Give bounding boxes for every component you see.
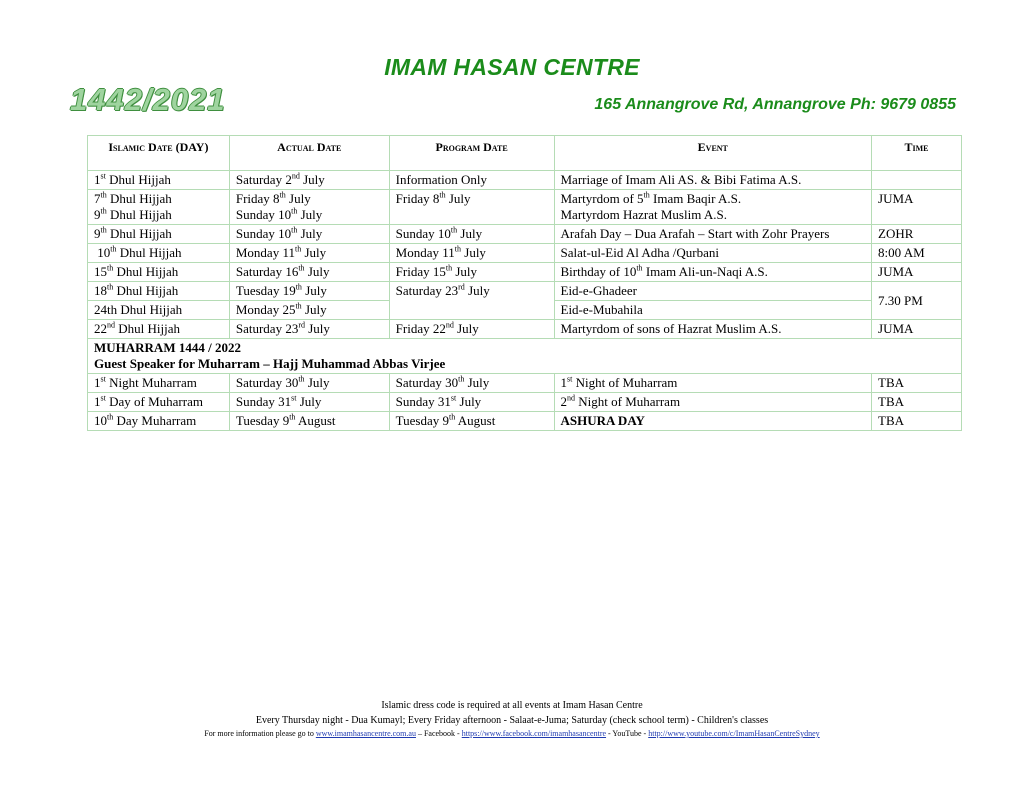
table-row	[88, 320, 962, 339]
actual-date-cell: Saturday 2nd July	[229, 171, 389, 190]
program-date-cell: Friday 22nd July	[389, 320, 554, 339]
actual-date-cell: Sunday 10th July	[229, 225, 389, 244]
muharram-section-header	[88, 339, 962, 374]
actual-date-cell: Saturday 30th July	[229, 374, 389, 393]
actual-date-cell: Friday 8th July Sunday 10th July	[229, 190, 389, 225]
program-date-cell: Friday 8th July	[389, 190, 554, 225]
website-link[interactable]: www.imamhasancentre.com.au	[315, 729, 416, 738]
program-date-cell: Saturday 30th July	[389, 374, 554, 393]
actual-date-cell: Saturday 23rd July	[229, 320, 389, 339]
islamic-date-cell: 22nd Dhul Hijjah	[88, 320, 230, 339]
header-actual-date: Actual Date	[229, 136, 389, 171]
islamic-date-cell: 7th Dhul Hijjah 9th Dhul Hijjah	[88, 190, 230, 225]
actual-date-cell: Saturday 16th July	[229, 263, 389, 282]
table-row	[88, 244, 962, 263]
event-cell: Salat-ul-Eid Al Adha /Qurbani	[554, 244, 872, 263]
time-cell: 7.30 PM	[872, 282, 962, 320]
header-event: Event	[554, 136, 872, 171]
time-cell: TBA	[872, 393, 962, 412]
weekly-programs-notice: Every Thursday night - Dua Kumayl; Every Friday afternoon - Salaat-e-Juma; Saturday (check school term) - Children's classes	[255, 715, 769, 726]
event-cell: 1st Night of Muharram	[554, 374, 872, 393]
islamic-date-cell: 15th Dhul Hijjah	[88, 263, 230, 282]
event-cell: 2nd Night of Muharram	[554, 393, 872, 412]
program-date-cell: Saturday 23rd July	[389, 282, 554, 320]
islamic-date-cell: 9th Dhul Hijjah	[88, 225, 230, 244]
event-cell: Birthday of 10th Imam Ali-un-Naqi A.S.	[554, 263, 872, 282]
islamic-date-cell: 10th Day Muharram	[88, 412, 230, 431]
table-row	[88, 282, 962, 301]
table-row	[88, 225, 962, 244]
islamic-date-cell: 24th Dhul Hijjah	[88, 301, 230, 320]
event-cell: Martyrdom of 5th Imam Baqir A.S. Martyrdom Hazrat Muslim A.S.	[554, 190, 872, 225]
event-cell: Eid-e-Ghadeer	[554, 282, 872, 301]
islamic-date-cell: 18th Dhul Hijjah	[88, 282, 230, 301]
time-cell: JUMA	[872, 190, 962, 225]
schedule-table	[87, 135, 962, 431]
section-row	[88, 339, 962, 374]
time-cell: TBA	[872, 374, 962, 393]
event-cell: Eid-e-Mubahila	[554, 301, 872, 320]
event-cell: ASHURA DAY	[554, 412, 872, 431]
address-contact: 165 Annangrove Rd, Annangrove Ph: 9679 0855	[594, 96, 956, 113]
actual-date-cell: Sunday 31st July	[229, 393, 389, 412]
actual-date-cell: Monday 11th July	[229, 244, 389, 263]
facebook-link[interactable]: https://www.facebook.com/imamhasancentre	[461, 729, 607, 738]
actual-date-cell: Monday 25th July	[229, 301, 389, 320]
more-info-line: For more information please go to www.imamhasancentre.com.au – Facebook - https://www.facebook.com/imamhasancentre - YouTube - http://www.youtube.com/c/ImamHasanCentreSydney	[204, 729, 820, 738]
table-row	[88, 263, 962, 282]
header-islamic-date: Islamic Date (DAY)	[88, 136, 230, 171]
youtube-link[interactable]: http://www.youtube.com/c/ImamHasanCentreSydney	[648, 729, 820, 738]
program-date-cell: Sunday 31st July	[389, 393, 554, 412]
table-row	[88, 374, 962, 393]
program-date-cell: Tuesday 9th August	[389, 412, 554, 431]
actual-date-cell: Tuesday 9th August	[229, 412, 389, 431]
time-cell: JUMA	[872, 320, 962, 339]
islamic-date-cell: 1st Night Muharram	[88, 374, 230, 393]
event-cell: Marriage of Imam Ali AS. & Bibi Fatima A.S.	[554, 171, 872, 190]
time-cell	[872, 171, 962, 190]
section-title: MUHARRAM 1444 / 2022	[94, 340, 241, 355]
header-time: Time	[872, 136, 962, 171]
table-row	[88, 190, 962, 225]
header-program-date: Program Date	[389, 136, 554, 171]
islamic-date-cell: 10th Dhul Hijjah	[88, 244, 230, 263]
event-cell: Martyrdom of sons of Hazrat Muslim A.S.	[554, 320, 872, 339]
program-date-cell: Sunday 10th July	[389, 225, 554, 244]
table-row	[88, 393, 962, 412]
event-cell: Arafah Day – Dua Arafah – Start with Zohr Prayers	[554, 225, 872, 244]
time-cell: TBA	[872, 412, 962, 431]
page-title: IMAM HASAN CENTRE	[384, 54, 640, 80]
program-date-cell: Monday 11th July	[389, 244, 554, 263]
time-cell: JUMA	[872, 263, 962, 282]
time-cell: 8:00 AM	[872, 244, 962, 263]
time-cell: ZOHR	[872, 225, 962, 244]
program-date-cell: Information Only	[389, 171, 554, 190]
guest-speaker: Guest Speaker for Muharram – Hajj Muhammad Abbas Virjee	[94, 356, 446, 371]
dress-code-notice: Islamic dress code is required at all events at Imam Hasan Centre	[381, 700, 643, 711]
year-heading: 1442/2021	[70, 82, 226, 117]
program-date-cell: Friday 15th July	[389, 263, 554, 282]
table-header-row	[88, 136, 962, 171]
islamic-date-cell: 1st Dhul Hijjah	[88, 171, 230, 190]
table-row	[88, 412, 962, 431]
islamic-date-cell: 1st Day of Muharram	[88, 393, 230, 412]
table-row	[88, 171, 962, 190]
actual-date-cell: Tuesday 19th July	[229, 282, 389, 301]
